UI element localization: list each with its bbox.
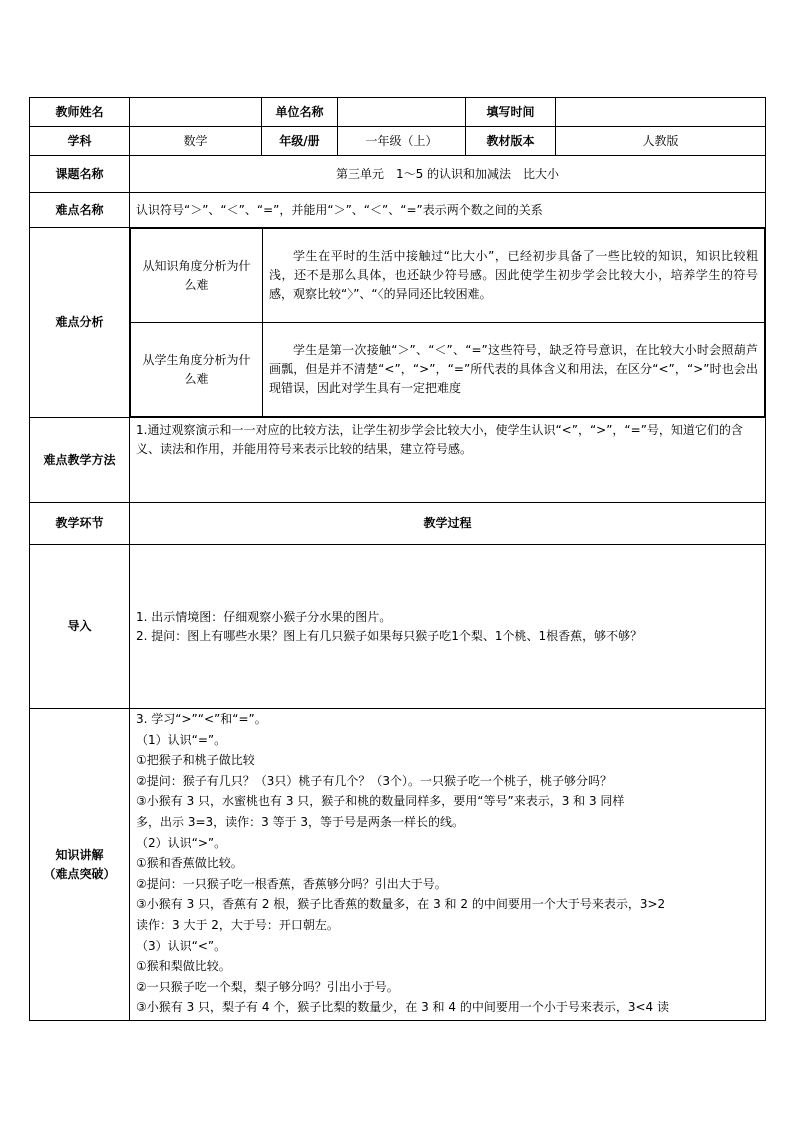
knowledge-line: （1）认识“=”。 bbox=[136, 732, 227, 747]
difficulty-value: 认识符号“＞”、“＜”、“=”，并能用“＞”、“＜”、“=”表示两个数之间的关系 bbox=[130, 193, 766, 228]
analysis-inner-table bbox=[130, 228, 765, 417]
knowledge-line: 3. 学习“>”“<”和“=”。 bbox=[136, 712, 267, 726]
knowledge-line: ①猴和梨做比较。 bbox=[136, 959, 231, 974]
student-angle-text: 学生是第一次接触“＞”、“＜”、“=”这些符号，缺乏符号意识，在比较大小时会照葫芦画瓢，但是并不清楚“<”，“>”，“=”所代表的具体含义和用法，在区分“<”，“>”时也会出现错误，因此对学生具有一定把难度 bbox=[263, 323, 765, 417]
knowledge-line: ②提问：一只猴子吃一根香蕉，香蕉够分吗？引出大于号。 bbox=[136, 876, 447, 891]
course-row bbox=[30, 127, 766, 156]
knowledge-line: 读作：3 大于 2，大于号：开口朝左。 bbox=[136, 917, 339, 932]
edition-label: 教材版本 bbox=[466, 127, 556, 156]
intro-row bbox=[30, 545, 766, 709]
subject-label: 学科 bbox=[30, 127, 130, 156]
method-label: 难点教学方法 bbox=[30, 418, 130, 503]
grade-value: 一年级（上） bbox=[338, 127, 466, 156]
subject-value: 数学 bbox=[130, 127, 262, 156]
difficulty-label: 难点名称 bbox=[30, 193, 130, 228]
topic-row bbox=[30, 156, 766, 193]
knowledge-line: 多，出示 3=3，读作：3 等于 3，等于号是两条一样长的线。 bbox=[136, 814, 465, 829]
intro-line-2: 2. 提问：图上有哪些水果？图上有几只猴子如果每只猴子吃1个梨、1个桃、1根香蕉，够不够？ bbox=[136, 628, 643, 643]
grade-label: 年级/册 bbox=[262, 127, 338, 156]
teacher-name-value bbox=[130, 98, 262, 127]
knowledge-line: ①猴和香蕉做比较。 bbox=[136, 856, 243, 871]
knowledge-sublabel: （难点突破） bbox=[43, 866, 116, 881]
intro-line-1: 1. 出示情境图：仔细观察小猴子分水果的图片。 bbox=[136, 609, 392, 624]
edition-value: 人教版 bbox=[556, 127, 766, 156]
analysis-label: 难点分析 bbox=[30, 228, 130, 418]
fill-date-value bbox=[556, 98, 766, 127]
difficulty-row bbox=[30, 193, 766, 228]
knowledge-angle-label: 从知识角度分析为什么难 bbox=[131, 229, 263, 323]
intro-content bbox=[130, 545, 766, 709]
knowledge-label-cell bbox=[30, 709, 130, 1021]
teacher-name-label: 教师姓名 bbox=[30, 98, 130, 127]
fill-date-label: 填写时间 bbox=[466, 98, 556, 127]
knowledge-line: （3）认识“<”。 bbox=[136, 938, 227, 953]
stage-header: 教学环节 bbox=[30, 503, 130, 545]
knowledge-label: 知识讲解 bbox=[55, 847, 104, 862]
header-row bbox=[30, 98, 766, 127]
topic-value: 第三单元 1～5 的认识和加减法 比大小 bbox=[130, 156, 766, 193]
knowledge-line: ③小猴有 3 只，梨子有 4 个，猴子比梨的数量少，在 3 和 4 的中间要用一个小于号来表示，3<4 读 bbox=[136, 1000, 669, 1015]
knowledge-line: ②提问：猴子有几只？（3只）桃子有几个？（3个）。一只猴子吃一个桃子，桃子够分吗？ bbox=[136, 773, 613, 788]
analysis-row bbox=[30, 228, 766, 418]
knowledge-line: ①把猴子和桃子做比较 bbox=[136, 753, 255, 768]
analysis-cell bbox=[130, 228, 766, 418]
unit-name-value bbox=[338, 98, 466, 127]
intro-label: 导入 bbox=[30, 545, 130, 709]
knowledge-line: （2）认识“>”。 bbox=[136, 835, 227, 850]
knowledge-row bbox=[30, 709, 766, 1021]
knowledge-line: ③小猴有 3 只，水蜜桃也有 3 只，猴子和桃的数量同样多，要用“等号”来表示，3 和 3 同样 bbox=[136, 794, 625, 809]
student-angle-label: 从学生角度分析为什么难 bbox=[131, 323, 263, 417]
knowledge-line: ③小猴有 3 只，香蕉有 2 根，猴子比香蕉的数量多，在 3 和 2 的中间要用一个大于号来表示，3>2 bbox=[136, 897, 666, 912]
knowledge-angle-text: 学生在平时的生活中接触过“比大小”，已经初步具备了一些比较的知识，知识比较粗浅，还不是那么具体，也还缺少符号感。因此使学生初步学会比较大小，培养学生的符号感，观察比较“〉”、“〈的异同还比较困难。 bbox=[263, 229, 765, 323]
method-text: 1.通过观察演示和一一对应的比较方法，让学生初步学会比较大小，使学生认识“<”，“>”，“=”号，知道它们的含义、读法和作用，并能用符号来表示比较的结果，建立符号感。 bbox=[130, 418, 766, 503]
knowledge-content bbox=[130, 709, 766, 1021]
unit-name-label: 单位名称 bbox=[262, 98, 338, 127]
topic-label: 课题名称 bbox=[30, 156, 130, 193]
method-row bbox=[30, 418, 766, 503]
knowledge-line: ②一只猴子吃一个梨，梨子够分吗？引出小于号。 bbox=[136, 979, 399, 994]
process-header-row bbox=[30, 503, 766, 545]
process-header: 教学过程 bbox=[130, 503, 766, 545]
lesson-plan-table bbox=[29, 97, 766, 1021]
